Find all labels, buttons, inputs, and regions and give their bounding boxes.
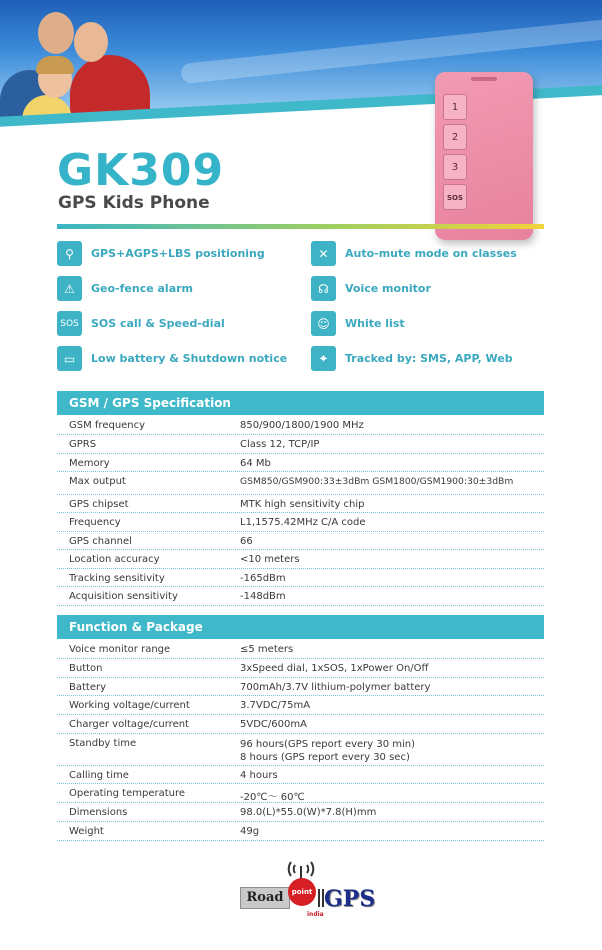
row-value: 4 hours [240, 770, 278, 781]
table-row [57, 784, 544, 803]
kid-face-2 [74, 22, 108, 62]
row-label: GPS chipset [69, 499, 129, 510]
row-value: 49g [240, 826, 260, 837]
table-row [57, 734, 544, 766]
row-label: Dimensions [69, 807, 128, 818]
table-row [57, 587, 544, 606]
table-row [57, 454, 544, 472]
location-pin-icon: ⚲ [57, 241, 82, 266]
table-row [57, 416, 544, 435]
row-value: Class 12, TCP/IP [240, 439, 320, 450]
contacts-icon: ☺ [311, 311, 336, 336]
feature-item-auto-mute [311, 241, 517, 266]
function-package-header: Function & Package [57, 615, 544, 639]
row-value: -165dBm [240, 573, 286, 584]
table-row [57, 569, 544, 587]
low-battery-icon: ▭ [57, 346, 82, 371]
row-value: 700mAh/3.7V lithium-polymer battery [240, 682, 431, 693]
feature-label: GPS+AGPS+LBS positioning [91, 247, 265, 260]
kid-hair [36, 56, 74, 74]
row-value: -20℃～ 60℃ [240, 792, 305, 803]
headset-icon: ☊ [311, 276, 336, 301]
row-value: 3xSpeed dial, 1xSOS, 1xPower On/Off [240, 663, 429, 674]
feature-label: Voice monitor [345, 282, 431, 295]
row-label: Acquisition sensitivity [69, 591, 178, 602]
table-row [57, 678, 544, 696]
row-value: 98.0(L)*55.0(W)*7.8(H)mm [240, 807, 377, 818]
row-label: Working voltage/current [69, 700, 190, 711]
phone-key-sos: SOS [443, 184, 467, 210]
phone-speaker-slot [471, 77, 497, 81]
row-label: Location accuracy [69, 554, 160, 565]
row-value: ≤5 meters [240, 644, 294, 655]
row-label: Weight [69, 826, 104, 837]
table-row [57, 472, 544, 495]
phone-image [435, 72, 533, 240]
row-value: MTK high sensitivity chip [240, 499, 365, 510]
row-value: GSM850/GSM900:33±3dBm GSM1800/GSM1900:30±3dBm [240, 476, 514, 487]
table-row [57, 640, 544, 659]
row-label: GPRS [69, 439, 97, 450]
feature-item-voice-monitor [311, 276, 431, 301]
feature-label: White list [345, 317, 405, 330]
feature-item-low-battery [57, 346, 287, 371]
sky-streak [180, 16, 602, 84]
feature-label: Tracked by: SMS, APP, Web [345, 352, 513, 365]
feature-label: SOS call & Speed-dial [91, 317, 225, 330]
row-label: Button [69, 663, 103, 674]
phone-key-1: 1 [443, 94, 467, 120]
feature-item-geofence [57, 276, 193, 301]
feature-item-sos [57, 311, 225, 336]
phone-key-2: 2 [443, 124, 467, 150]
table-row [57, 803, 544, 822]
row-label: Max output [69, 476, 126, 487]
row-value: <10 meters [240, 554, 300, 565]
feature-item-positioning [57, 241, 265, 266]
feature-label: Auto-mute mode on classes [345, 247, 517, 260]
geofence-alarm-icon: ⚠ [57, 276, 82, 301]
feature-label: Low battery & Shutdown notice [91, 352, 288, 365]
table-row [57, 495, 544, 513]
tracking-map-icon: ⌖ [311, 346, 336, 371]
row-value-secondary: 8 hours (GPS report every 30 sec) [240, 752, 410, 763]
logo-india-text: india [307, 911, 324, 918]
logo-road-text: Road [240, 887, 290, 909]
table-row [57, 550, 544, 569]
feature-item-white-list [311, 311, 405, 336]
product-model-title: GK309 [57, 145, 225, 196]
row-label: Frequency [69, 517, 121, 528]
phone-key-3: 3 [443, 154, 467, 180]
kid-face-1 [38, 12, 74, 54]
row-label: Memory [69, 458, 110, 469]
row-value: -148dBm [240, 591, 286, 602]
roadpoint-gps-logo [240, 856, 390, 926]
table-row [57, 766, 544, 784]
row-value: 66 [240, 536, 253, 547]
row-value: 850/900/1800/1900 MHz [240, 420, 364, 431]
row-label: Calling time [69, 770, 129, 781]
row-label: GSM frequency [69, 420, 146, 431]
table-row [57, 513, 544, 532]
feature-item-tracked-by [311, 346, 513, 371]
table-row [57, 715, 544, 734]
row-label: Battery [69, 682, 107, 693]
product-subtitle: GPS Kids Phone [58, 193, 210, 213]
gsm-spec-header: GSM / GPS Specification [57, 391, 544, 415]
row-label: Standby time [69, 738, 137, 749]
logo-point-badge: point [288, 878, 316, 906]
table-row [57, 532, 544, 550]
feature-label: Geo-fence alarm [91, 282, 194, 295]
row-value: 5VDC/600mA [240, 719, 307, 730]
row-label: Voice monitor range [69, 644, 171, 655]
mute-icon: ✕ [311, 241, 336, 266]
table-row [57, 435, 544, 454]
table-row [57, 696, 544, 715]
row-label: Operating temperature [69, 788, 186, 799]
row-label: GPS channel [69, 536, 132, 547]
row-value: 96 hours(GPS report every 30 min) [240, 739, 416, 750]
row-value: L1,1575.42MHz C/A code [240, 517, 366, 528]
row-value: 64 Mb [240, 458, 271, 469]
row-label: Charger voltage/current [69, 719, 189, 730]
phone-keys [443, 94, 467, 214]
logo-gps-text: GPS [324, 886, 376, 912]
row-value: 3.7VDC/75mA [240, 700, 311, 711]
kids-photo [0, 0, 160, 125]
table-row [57, 659, 544, 678]
sos-icon: SOS [57, 311, 82, 336]
table-row [57, 822, 544, 841]
row-label: Tracking sensitivity [69, 573, 165, 584]
gradient-divider [57, 224, 544, 229]
